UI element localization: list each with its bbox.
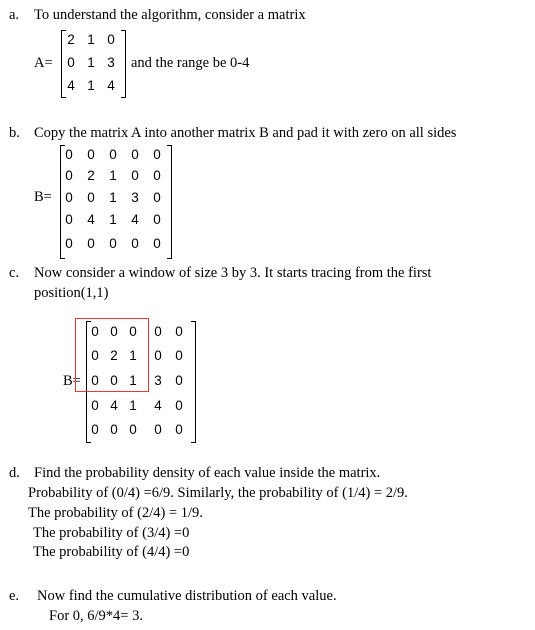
matrix-b2-cell: 1 xyxy=(129,398,137,413)
probability-line: The probability of (4/4) =0 xyxy=(33,544,190,560)
matrix-a-cell: 0 xyxy=(107,32,115,47)
probability-line: Probability of (0/4) =6/9. Similarly, the probability of (1/4) = 2/9. xyxy=(28,485,408,501)
matrix-b-cell: 0 xyxy=(65,236,73,251)
matrix-b2-name: B= xyxy=(63,373,81,389)
matrix-a-cell: 1 xyxy=(87,55,95,70)
matrix-b-cell: 0 xyxy=(153,212,161,227)
section-b-text: Copy the matrix A into another matrix B and pad it with zero on all sides xyxy=(34,125,457,141)
matrix-a-cell: 4 xyxy=(67,78,75,93)
section-e-heading: Now find the cumulative distribution of each value. xyxy=(37,588,337,604)
matrix-b-cell: 0 xyxy=(87,190,95,205)
section-c-line2: position(1,1) xyxy=(34,285,109,301)
matrix-b2-cell: 1 xyxy=(129,348,137,363)
matrix-b2-cell: 2 xyxy=(110,348,118,363)
matrix-b-cell: 0 xyxy=(65,212,73,227)
matrix-b-cell: 0 xyxy=(153,190,161,205)
cumulative-line: For 0, 6/9*4= 3. xyxy=(49,608,143,624)
matrix-b-cell: 0 xyxy=(153,168,161,183)
matrix-b-cell: 0 xyxy=(153,147,161,162)
matrix-b-name: B= xyxy=(34,189,52,205)
section-d-marker: d. xyxy=(9,465,20,481)
matrix-b2-cell: 0 xyxy=(91,422,99,437)
section-b-marker: b. xyxy=(9,125,20,141)
matrix-b2-cell: 3 xyxy=(154,373,162,388)
matrix-a-name: A= xyxy=(34,55,53,71)
matrix-b2-cell: 0 xyxy=(110,422,118,437)
matrix-b2-cell: 0 xyxy=(175,422,183,437)
matrix-b2-cell: 0 xyxy=(91,348,99,363)
section-c-marker: c. xyxy=(9,265,20,281)
matrix-b-right-bracket xyxy=(167,145,172,259)
matrix-b-cell: 4 xyxy=(131,212,139,227)
matrix-a-cell: 4 xyxy=(107,78,115,93)
section-a-text: To understand the algorithm, consider a matrix xyxy=(34,7,306,23)
matrix-b2-cell: 0 xyxy=(129,324,137,339)
matrix-b-cell: 4 xyxy=(87,212,95,227)
matrix-b-cell: 0 xyxy=(153,236,161,251)
matrix-a-cell: 3 xyxy=(107,55,115,70)
matrix-a-cell: 0 xyxy=(67,55,75,70)
matrix-b2-cell: 4 xyxy=(154,398,162,413)
matrix-b2-cell: 0 xyxy=(91,398,99,413)
section-a-marker: a. xyxy=(9,7,20,23)
matrix-a-cell: 1 xyxy=(87,32,95,47)
matrix-b2-cell: 0 xyxy=(129,422,137,437)
matrix-b-cell: 0 xyxy=(87,236,95,251)
matrix-b2-cell: 0 xyxy=(154,324,162,339)
matrix-a-cell: 2 xyxy=(67,32,75,47)
matrix-b2-cell: 0 xyxy=(154,348,162,363)
matrix-b-cell: 0 xyxy=(87,147,95,162)
matrix-b-cell: 0 xyxy=(65,190,73,205)
matrix-a-right-bracket xyxy=(121,30,126,98)
matrix-b2-cell: 0 xyxy=(110,324,118,339)
section-d-heading: Find the probability density of each value inside the matrix. xyxy=(34,465,381,481)
probability-line: The probability of (3/4) =0 xyxy=(33,525,190,541)
matrix-b-cell: 0 xyxy=(131,236,139,251)
matrix-b2-cell: 0 xyxy=(91,324,99,339)
matrix-b2-cell: 0 xyxy=(175,398,183,413)
matrix-b2-cell: 0 xyxy=(175,373,183,388)
range-text: and the range be 0-4 xyxy=(131,55,250,71)
matrix-b-cell: 3 xyxy=(131,190,139,205)
section-e-marker: e. xyxy=(9,588,20,604)
matrix-a-cell: 1 xyxy=(87,78,95,93)
matrix-b-cell: 0 xyxy=(131,168,139,183)
matrix-b-cell: 2 xyxy=(87,168,95,183)
matrix-b-cell: 1 xyxy=(109,212,117,227)
matrix-b-cell: 0 xyxy=(109,147,117,162)
matrix-b-cell: 0 xyxy=(65,147,73,162)
matrix-b-cell: 0 xyxy=(131,147,139,162)
matrix-b-cell: 0 xyxy=(109,236,117,251)
matrix-b2-cell: 1 xyxy=(129,373,137,388)
matrix-b-cell: 1 xyxy=(109,190,117,205)
matrix-b2-cell: 0 xyxy=(154,422,162,437)
matrix-b-cell: 0 xyxy=(65,168,73,183)
matrix-b2-cell: 0 xyxy=(175,348,183,363)
matrix-b2-cell: 0 xyxy=(110,373,118,388)
matrix-b2-right-bracket xyxy=(191,321,196,443)
probability-line: The probability of (2/4) = 1/9. xyxy=(28,505,203,521)
matrix-b2-cell: 0 xyxy=(175,324,183,339)
matrix-b-cell: 1 xyxy=(109,168,117,183)
matrix-b2-cell: 4 xyxy=(110,398,118,413)
section-c-line1: Now consider a window of size 3 by 3. It starts tracing from the first xyxy=(34,265,432,281)
matrix-b2-cell: 0 xyxy=(91,373,99,388)
